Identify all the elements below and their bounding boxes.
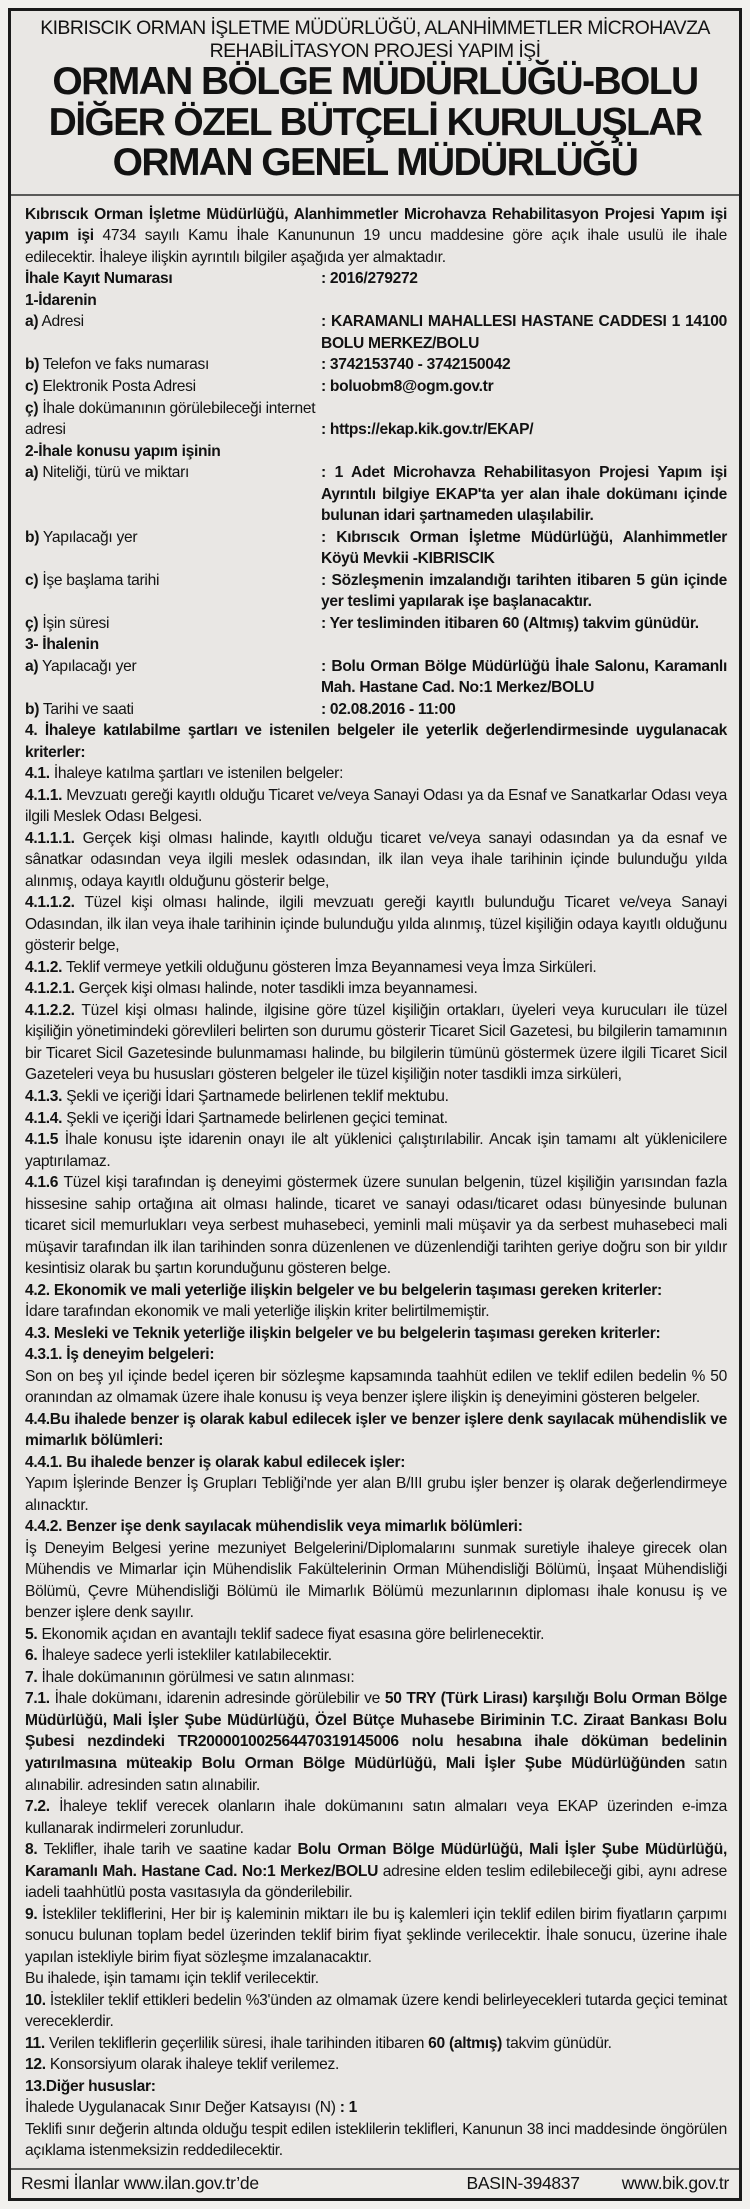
para-4-1 [25,763,727,785]
text-run: Mevzuatı gereği kayıtlı olduğu Ticaret ve/veya Sanayi Odası ya da Esnaf ve Sanatkarlar Odası veya ilgili Meslek Odası Belgesi. [25,786,727,826]
info-label-text: Elektronik Posta Adresi [42,377,196,395]
info-label-prefix: ç) [25,614,39,632]
text-run: 4.1.2.2. [25,1001,75,1019]
text-run: Gerçek kişi olması halinde, noter tasdikli imza beyannamesi. [74,980,478,998]
para-11 [25,2033,727,2055]
para-4-2 [25,1280,727,1302]
info-label-prefix: b) [25,700,40,718]
text-run: Tüzel kişi olması halinde, ilgisine göre tüzel kişiliğin ortakları, üyeleri veya kurucuları ile tüzel kişiliğin yönetimindeki görevlileri belirten son durumu gösterir Ticaret Sicil Gazetesi, bu bilgilerin tamamının bir Ticaret Sicil Gazetesinde bulunmaması halinde, bu bilgilerin tümünü göstermek üzere ilgili Ticaret Sicil Gazeteleri veya bu hususları gösteren belgeler ile tüzel kişiliğin noter tasdikli imza sirküleri, [25,1001,727,1084]
info-label-text: Yapılacağı yer [42,528,138,546]
text-run: İhale dokümanı, idarenin adresinde görülebilir ve [49,1690,385,1708]
info-value: : KARAMANLI MAHALLESI HASTANE CADDESI 1 14100 BOLU MERKEZ/BOLU [321,313,727,352]
para-4-1-2-2 [25,1000,727,1086]
document-title-line: DİĞER ÖZEL BÜTÇELİ KURULUŞLAR [48,100,702,144]
info-label [25,699,317,721]
info-value: : boluobm8@ogm.gov.tr [321,377,494,395]
para-4-1-1-2 [25,892,727,957]
text-run: 4.1.6 [25,1174,59,1192]
text-run: 4734 sayılı Kamu İhale Kanununun 19 uncu maddesine göre açık ihale usulü ile ihale edilecektir. İhaleye ilişkin ayrıntılı bilgiler aşağıda yer almaktadır. [25,227,727,266]
text-run: takvim günüdür. [502,2034,612,2052]
document-title-line: ORMAN BÖLGE MÜDÜRLÜĞÜ-BOLU [52,60,698,104]
para-4 [25,720,727,763]
section-heading-ihale-konusu: 2-İhale konusu yapım işinin [25,442,221,460]
text-run: 9. [25,1905,38,1923]
text-run: Son on beş yıl içinde bedel içeren bir sözleşme kapsamında taahhüt edilen ve teklif edilen bedelin % 50 oranından az olmamak üzere ihale konusu iş veya benzer işlere ilişkin iş deneyimini gösteren belgeler. [25,1367,727,1407]
text-run: Gerçek kişi olması halinde, kayıtlı olduğu ticaret ve/veya sanayi odasından ya da esnaf ve sânatkar odasından veya ilgili meslek odasından, ilk ilan veya ihale tarihinin içinde bulunduğu yılda alınmış, odaya kayıtlı olduğunu gösterir belge, [25,829,727,890]
section-heading-ihalenin: 3- İhalenin [25,636,99,654]
info-row-ihale-kayit-numarasi [25,268,727,290]
info-label-text: İşin süresi [42,614,110,632]
info-row-telefon-faks [25,354,727,376]
info-value: : 2016/279272 [321,270,418,288]
text-run: 10. [25,1991,46,2009]
info-label-text: Tarihi ve saati [42,700,134,718]
para-4-3-1 [25,1344,727,1366]
footer-bik-url: www.bik.gov.tr [621,2172,729,2193]
text-run: 7.2. [25,1798,50,1816]
text-run: 4.1. [25,765,50,783]
text-run: Şekli ve içeriği İdari Şartnamede belirlenen geçici teminat. [62,1109,448,1127]
para-4-1-1-1 [25,828,727,893]
para-4-4-1-body [25,1473,727,1516]
para-4-3-1-body [25,1366,727,1409]
text-run: Kıbrıscık Orman İşletme Müdürlüğü, Alanhimmetler Microhavza Rehabilitasyon Projesi Yapım işi yapım işi [25,205,727,245]
info-label-text: Adresi [41,313,84,331]
text-run: 4. İhaleye katılabilme şartları ve istenilen belgeler ile yeterlik değerlendirmesinde uygulanacak kriterler: [25,722,727,761]
header-subtitle-line: KIBRISCIK ORMAN İŞLETME MÜDÜRLÜĞÜ, ALANHİMMETLER MİCROHAVZA [40,17,710,39]
info-label-text: Telefon ve faks numarası [42,356,210,374]
text-run: 13.Diğer hususlar: [25,2077,156,2095]
text-run: 4.1.3. [25,1088,63,1105]
text-run: Tüzel kişi olması halinde, ilgili mevzuatı gereği kayıtlı bulunduğu Ticaret ve/veya Sanayi Odasından, ilk ilan veya ihale tarihinin içinde bulunduğu yılda alınmış, tüzel kişiliğin odaya kayıtlı olduğunu gösterir belge, [25,894,727,955]
text-run: : 1 [335,2099,358,2117]
text-run: 4.3. Mesleki ve Teknik yeterliğe ilişkin belgeler ve bu belgelerin taşıması gereken kriterler: [25,1324,661,1342]
text-run: İhaleye sadece yerli istekliler katılabilecektir. [37,1647,332,1665]
text-run: adresine elden teslim edilebileceği gibi, aynı adrese iadeli taahhütlü posta vasıtasıyla da gönderilebilir. [25,1862,727,1902]
text-run: 4.4.Bu ihalede benzer iş olarak kabul edilecek işler ve benzer işlere denk sayılacak mühendislik ve mimarlık bölümleri: [25,1410,727,1450]
para-4-1-2 [25,957,727,979]
para-13-sinir-deger [25,2097,727,2119]
para-4-4-2-body [25,1538,727,1624]
para-4-4-2 [25,1516,727,1538]
info-label [25,570,317,613]
text-run: 4.1.5 [25,1131,59,1149]
info-label [25,376,317,398]
text-run: 4.1.2.1. [25,980,75,998]
info-label-text: İhale dokümanının görülebileceği internet adresi [25,399,316,439]
info-label-prefix: a) [25,313,39,331]
text-run: Teklifi sınır değerin altında olduğu tespit edilen isteklilerin teklifleri, Kanunun 38 inci maddesinde öngörülen açıklama istenmeksizin reddedilecektir. [25,2120,727,2160]
text-run: 12. [25,2056,46,2074]
tender-notice-document [8,8,742,2201]
para-10 [25,1990,727,2033]
info-row-niteligi [25,462,727,527]
info-row-internet-adresi [25,398,727,441]
info-row-ise-baslama [25,570,727,613]
text-run: 60 (altmış) [428,2034,503,2052]
text-run: 7.1. [25,1690,50,1708]
text-run: 4.4.1. Bu ihalede benzer iş olarak kabul edilecek işler: [25,1453,406,1471]
info-row-tarih-saat [25,699,727,721]
text-run: Şekli ve içeriği İdari Şartnamede belirlenen teklif mektubu. [62,1088,449,1105]
info-value: : Kıbrıscık Orman İşletme Müdürlüğü, Alanhimmetler Köyü Mevkii -KIBRISCIK [321,528,727,568]
info-label [25,527,317,570]
text-run: İstekliler teklif ettikleri bedelin %3'ünden az olmamak üzere kendi belirleyecekleri tutarda geçici teminat vereceklerdir. [25,1991,727,2031]
info-value: : Sözleşmenin imzalandığı tarihten itibaren 5 gün içinde yer teslimi yapılarak işe başlanacaktır. [321,571,727,611]
info-value: : 1 Adet Microhavza Rehabilitasyon Projesi Yapım işi Ayrıntılı bilgiye EKAP'ta yer alan ihale dokümanı içinde bulunan idari şartnameden ulaşılabilir. [321,464,727,525]
text-run: 8. [25,1841,38,1859]
para-4-1-3 [25,1086,727,1108]
info-label-prefix: a) [25,464,39,482]
para-8 [25,1839,727,1904]
document-header [11,11,739,194]
text-run: 50 TRY (Türk Lirası) karşılığı Bolu Orman Bölge Müdürlüğü, Mali İşler Şube Müdürlüğü, Özel Bütçe Muhasebe Biriminin T.C. Ziraat Bankası Bolu Şubesi nezdindeki TR200001002564470319145006 nolu hesabına ihale döküman bedelinin yatırılmasına müteakip Bolu Orman Bölge Müdürlüğü, Mali İşler Şube Müdürlüğünden [25,1690,727,1772]
footer-resmi-ilanlar: Resmi İlanlar www.ilan.gov.tr’de [21,2172,259,2193]
text-run: İhaleye katılma şartları ve istenilen belgeler: [49,765,344,783]
text-run: Bu ihalede, işin tamamı için teklif verilecektir. [25,1970,319,1988]
para-4-1-2-1 [25,978,727,1000]
header-subtitle-line: REHABİLİTASYON PROJESİ YAPIM İŞİ [209,39,541,62]
para-4-1-5 [25,1129,727,1172]
para-9-note [25,1968,727,1990]
info-row-isin-suresi [25,613,727,635]
para-13 [25,2076,727,2098]
text-run: İhalede Uygulanacak Sınır Değer Katsayısı (N) [25,2099,336,2117]
info-row-yapilacagi-yer [25,527,727,570]
text-run: Bolu Orman Bölge Müdürlüğü, Mali İşler Şube Müdürlüğü, Karamanlı Mah. Hastane Cad. No:1 Merkez/BOLU [25,1841,727,1880]
text-run: Yapım İşlerinde Benzer İş Grupları Tebliği'nde yer alan B/III grubu işler benzer iş olarak değerlendirmeye alınacktır. [25,1475,727,1514]
document-body [11,196,739,2168]
info-label-prefix: ç) [25,399,39,417]
info-label [25,311,317,354]
info-value: : https://ekap.kik.gov.tr/EKAP/ [321,421,534,439]
text-run: İhale dokümanının görülmesi ve satın alınması: [37,1668,355,1686]
info-label [25,656,317,699]
info-label-prefix: b) [25,356,40,374]
info-label-prefix: c) [25,377,39,395]
footer-right-group [467,2173,729,2194]
para-5 [25,1624,727,1646]
info-value: : 02.08.2016 - 11:00 [321,700,456,718]
text-run: 6. [25,1647,38,1665]
text-run: İhale konusu işte idarenin onayı ile alt yüklenici çalıştırılabilir. Ancak işin tamamı alt yüklenicilere yaptırılamaz. [25,1131,727,1170]
document-footer [11,2168,739,2198]
info-label [25,462,317,527]
section-heading-idarenin: 1-İdarenin [25,291,97,309]
para-4-4-1 [25,1452,727,1474]
para-7-1 [25,1688,727,1796]
info-value: : 3742153740 - 3742150042 [321,356,511,374]
text-run: 11. [25,2034,45,2052]
text-run: 4.2. Ekonomik ve mali yeterliğe ilişkin belgeler ve bu belgelerin taşıması gereken kriterler: [25,1281,662,1299]
document-title-line: ORMAN GENEL MÜDÜRLÜĞÜ [112,141,638,185]
text-run: Tüzel kişi tarafından iş deneyimi göstermek üzere sunulan belgenin, tüzel kişiliğin yarısından fazla hissesine sahip ortağına ait olması halinde, ticaret ve sanayi odası/ticaret odası bünyesinde bulunan ticaret sicil memurlukları veya serbest muhasebeci, yeminli mali müşavir ya da serbest muhasebeci mali müşavir tarafından ilk ilan tarihinden sonra düzenlenen ve düzenlendiği tarihten geriye doğru son bir yıldır kesintisiz olarak bu şartın korunduğunu gösteren belge. [25,1174,727,1278]
para-4-1-1 [25,785,727,828]
info-label [25,613,317,635]
para-13-aciklama [25,2119,727,2162]
info-label-text: İşe başlama tarihi [42,571,160,589]
text-run: Verilen tekliflerin geçerlilik süresi, ihale tarihinden itibaren [44,2034,429,2052]
text-run: Ekonomik açıdan en avantajlı teklif sadece fiyat esasına göre belirlenecektir. [37,1625,545,1643]
text-run: 5. [25,1625,38,1643]
text-run: 4.4.2. Benzer işe denk sayılacak mühendislik veya mimarlık bölümleri: [25,1518,523,1536]
text-run: satın alınabilir. adresinden satın alınabilir. [25,1754,727,1794]
intro-paragraph [25,204,727,269]
text-run: İş Deneyim Belgesi yerine mezuniyet Belgelerini/Diplomalarını sunmak suretiyle ihaleye girecek olan Mühendis ve Mimarlar için Mühendislik Fakültelerinin Orman Mühendisliği Bölümü, İnşaat Mühendisliği Bölümü, Çevre Mühendisliği Bölümü ile Mimarlık Bölümü mezunlarının diploması ihale konusu iş ve benzer işlere denk sayılır. [25,1539,727,1622]
para-7 [25,1667,727,1689]
text-run: İhaleye teklif verecek olanların ihale dokümanını satın almaları veya EKAP üzerinden e-imza kullanarak indirmeleri zorunludur. [25,1798,727,1837]
info-value: : Bolu Orman Bölge Müdürlüğü İhale Salonu, Karamanlı Mah. Hastane Cad. No:1 Merkez/BOLU [321,657,727,697]
text-run: 7. [25,1668,38,1686]
para-4-2-body [25,1301,727,1323]
text-run: 4.1.2. [25,958,63,976]
info-label-text: Yapılacağı yer [42,657,137,675]
para-9 [25,1904,727,1969]
para-4-1-4 [25,1108,727,1130]
para-12 [25,2054,727,2076]
info-row-ihale-yeri [25,656,727,699]
info-label-prefix: b) [25,528,40,546]
info-label-prefix: c) [25,571,39,589]
para-6 [25,1645,727,1667]
text-run: Teklif vermeye yetkili olduğunu gösteren İmza Beyannamesi veya İmza Sirküleri. [62,958,597,976]
info-label-prefix: a) [25,657,39,675]
text-run: İstekliler tekliflerini, Her bir iş kaleminin miktarı ile bu iş kalemleri için teklif edilen birim fiyatların çarpımı sonucu bulunan toplam bedel üzerinden teklif birim fiyat şeklinde verilecektir. İhale sonucu, üzerine ihale yapılan istekliyle birim fiyat sözleşme imzalanacaktır. [25,1905,727,1966]
text-run: 4.1.1. [25,786,63,804]
info-row-eposta [25,376,727,398]
para-7-2 [25,1796,727,1839]
text-run: 4.3.1. İş deneyim belgeleri: [25,1346,215,1364]
info-label [25,398,317,441]
info-label: İhale Kayıt Numarası [25,270,173,288]
footer-press-number: BASIN-394837 [466,2172,580,2193]
text-run: 4.1.4. [25,1109,63,1127]
para-4-1-6 [25,1172,727,1280]
info-value: : Yer tesliminden itibaren 60 (Altmış) takvim günüdür. [321,614,699,632]
text-run: İdare tarafından ekonomik ve mali yeterliğe ilişkin kriter belirtilmemiştir. [25,1303,490,1321]
info-label [25,354,317,376]
text-run: Teklifler, ihale tarih ve saatine kadar [37,1841,298,1859]
para-4-3 [25,1323,727,1345]
text-run: 4.1.1.1. [25,829,75,847]
para-4-4 [25,1409,727,1452]
text-run: 4.1.1.2. [25,894,75,912]
info-row-adresi [25,311,727,354]
info-label-text: Niteliği, türü ve miktarı [42,464,190,482]
text-run: Konsorsiyum olarak ihaleye teklif verilemez. [45,2056,340,2074]
